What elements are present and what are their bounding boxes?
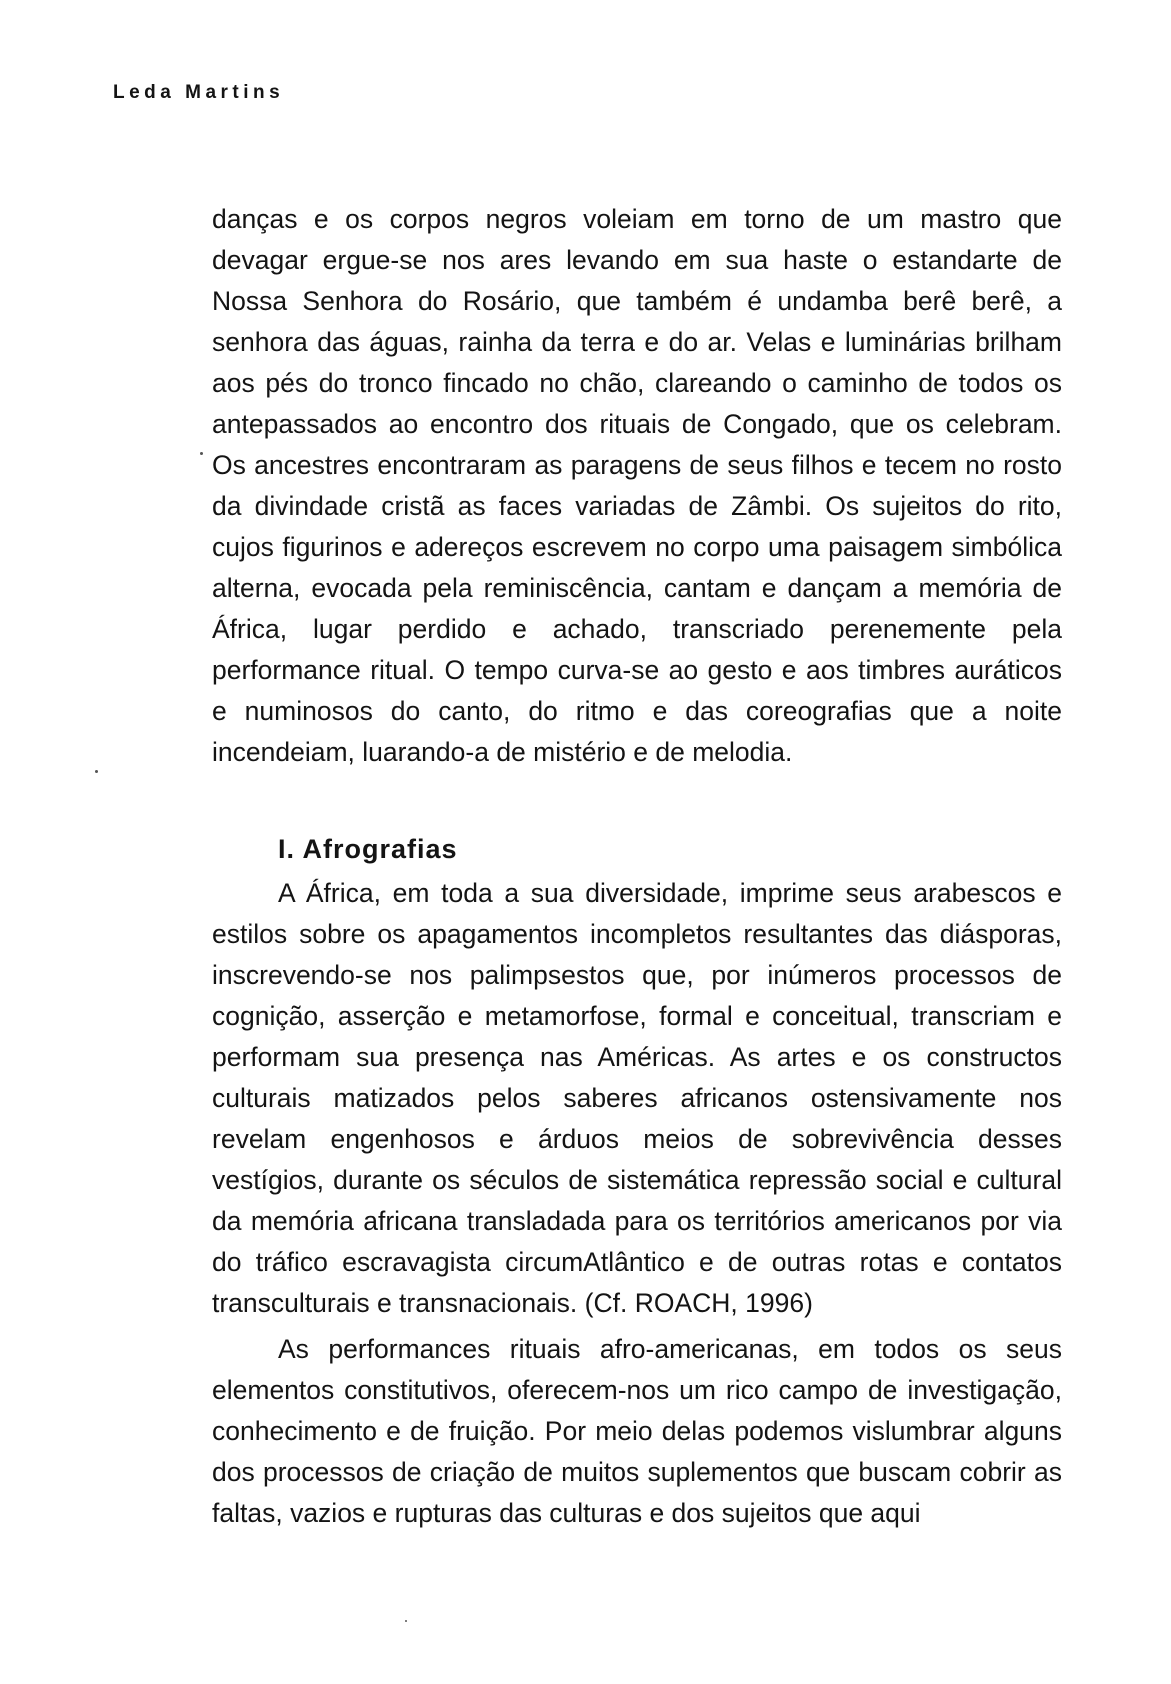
scan-speck <box>200 452 203 455</box>
paragraph-2: A África, em toda a sua diversidade, imprime seus arabescos e estilos sobre os apagamentos incompletos resultantes das diásporas, inscrevendo-se nos palimpsestos que, por inúmeros processos de cognição, asserção e metamorfose, formal e conceitual, transcriam e performam sua presença nas Américas. As artes e os constructos culturais matizados pelos saberes africanos ostensivamente nos revelam engenhosos e árduos meios de sobrevivência desses vestígios, durante os séculos de sistemática repressão social e cultural da memória africana transladada para os territórios americanos por via do tráfico escravagista circumAtlântico e de outras rotas e contatos transculturais e transnacionais. (Cf. ROACH, 1996) <box>212 878 1062 1318</box>
section-heading: I. Afrografias <box>278 834 458 864</box>
scan-speck <box>95 770 98 773</box>
scan-speck <box>405 1620 407 1622</box>
paragraph-1: danças e os corpos negros voleiam em torno de um mastro que devagar ergue-se nos ares levando em sua haste o estandarte de Nossa Senhora do Rosário, que também é undamba berê berê, a senhora das águas, rainha da terra e do ar. Velas e luminárias brilham aos pés do tronco fincado no chão, clareando o caminho de todos os antepassados ao encontro dos rituais de Congado, que os celebram. Os ancestres encontraram as paragens de seus filhos e tecem no rosto da divindade cristã as faces variadas de Zâmbi. Os sujeitos do rito, cujos figurinos e adereços escrevem no corpo uma paisagem simbólica alterna, evocada pela reminiscência, cantam e dançam a memória de África, lugar perdido e achado, transcriado perenemente pela performance ritual. O tempo curva-se ao gesto e aos timbres auráticos e numinosos do canto, do ritmo e das coreografias que a noite incendeiam, luarando-a de mistério e de melodia. <box>212 204 1062 767</box>
running-head: Leda Martins <box>113 82 285 103</box>
paragraph-3: As performances rituais afro-americanas, em todos os seus elementos constitutivos, oferecem-nos um rico campo de investigação, conhecimento e de fruição. Por meio delas podemos vislumbrar alguns dos processos de criação de muitos suplementos que buscam cobrir as faltas, vazios e rupturas das culturas e dos sujeitos que aqui <box>212 1334 1062 1528</box>
